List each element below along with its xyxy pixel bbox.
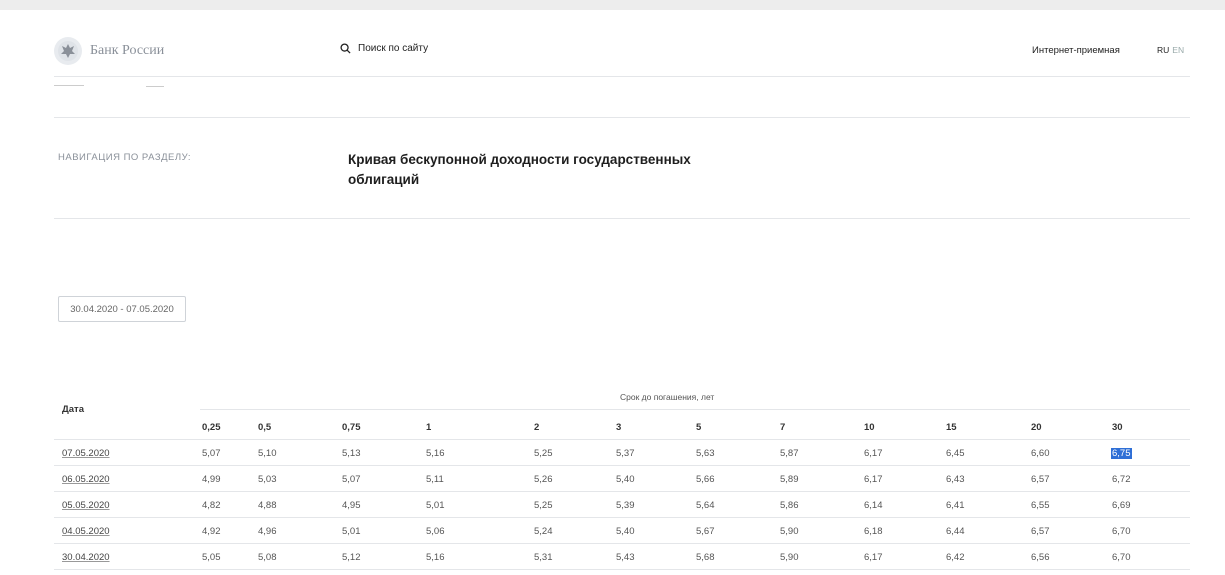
yield-cell: 6,45 <box>946 448 965 459</box>
yield-cell: 5,37 <box>616 448 635 459</box>
date-range-picker[interactable]: 30.04.2020 - 07.05.2020 <box>58 296 186 322</box>
yield-cell: 5,43 <box>616 552 635 563</box>
term-header: 0,75 <box>342 422 361 433</box>
term-header: 20 <box>1031 422 1042 433</box>
yield-cell: 5,03 <box>258 474 277 485</box>
yield-cell: 5,63 <box>696 448 715 459</box>
header-divider <box>54 76 1190 77</box>
yield-cell: 5,11 <box>426 474 444 485</box>
yield-cell: 5,66 <box>696 474 715 485</box>
yield-cell: 6,56 <box>1031 552 1050 563</box>
term-header: 1 <box>426 422 432 433</box>
lang-ru[interactable]: RU <box>1157 45 1170 55</box>
language-switch <box>1157 45 1184 55</box>
page-title <box>348 150 748 190</box>
eagle-emblem-icon <box>54 37 82 65</box>
yield-cell: 5,01 <box>342 526 361 537</box>
yield-cell: 5,13 <box>342 448 361 459</box>
page-title-line1: Кривая бескупонной доходности государственных <box>348 152 691 167</box>
yield-cell: 5,87 <box>780 448 799 459</box>
yield-cell: 5,05 <box>202 552 221 563</box>
term-header: 15 <box>946 422 957 433</box>
row-divider <box>54 569 1190 570</box>
yield-cell: 5,25 <box>534 500 553 511</box>
page-title-line2: облигаций <box>348 172 420 187</box>
date-link[interactable]: 05.05.2020 <box>62 500 110 511</box>
yield-cell: 5,64 <box>696 500 715 511</box>
section-nav-label: НАВИГАЦИЯ ПО РАЗДЕЛУ: <box>58 152 192 163</box>
yield-cell: 4,96 <box>258 526 277 537</box>
section-divider-top <box>54 117 1190 118</box>
yield-cell: 6,42 <box>946 552 965 563</box>
yield-cell: 6,72 <box>1112 474 1131 485</box>
term-header: 7 <box>780 422 786 433</box>
yield-cell: 4,82 <box>202 500 221 511</box>
yield-cell: 6,60 <box>1031 448 1050 459</box>
yield-cell: 6,18 <box>864 526 883 537</box>
bank-logo[interactable] <box>54 37 164 65</box>
date-link[interactable]: 30.04.2020 <box>62 552 110 563</box>
row-divider <box>54 543 1190 544</box>
date-link[interactable]: 07.05.2020 <box>62 448 110 459</box>
yield-cell: 5,90 <box>780 552 799 563</box>
yield-cell: 5,67 <box>696 526 715 537</box>
yield-cell: 5,40 <box>616 474 635 485</box>
yield-cell: 5,12 <box>342 552 361 563</box>
yield-cell: 6,70 <box>1112 526 1131 537</box>
yield-cell: 4,88 <box>258 500 277 511</box>
yield-cell: 5,90 <box>780 526 799 537</box>
yield-cell: 6,69 <box>1112 500 1131 511</box>
yield-cell: 6,55 <box>1031 500 1050 511</box>
date-link[interactable]: 06.05.2020 <box>62 474 110 485</box>
row-divider <box>54 491 1190 492</box>
yield-cell: 6,14 <box>864 500 883 511</box>
term-header: 0,5 <box>258 422 272 433</box>
yield-cell: 5,16 <box>426 552 445 563</box>
yield-cell: 6,44 <box>946 526 965 537</box>
search-label: Поиск по сайту <box>358 43 429 54</box>
yield-cell: 5,31 <box>534 552 553 563</box>
row-divider <box>54 465 1190 466</box>
yield-cell: 5,68 <box>696 552 715 563</box>
yield-cell: 5,01 <box>426 500 445 511</box>
site-header <box>0 30 1225 76</box>
yield-cell: 5,26 <box>534 474 553 485</box>
term-header: 30 <box>1112 422 1123 433</box>
yield-cell: 6,57 <box>1031 474 1050 485</box>
term-group-header: Срок до погашения, лет <box>620 392 715 402</box>
section-stub <box>54 85 164 88</box>
yield-cell: 5,06 <box>426 526 445 537</box>
yield-cell: 6,17 <box>864 474 883 485</box>
section-divider-bottom <box>54 218 1190 219</box>
yield-cell: 6,70 <box>1112 552 1131 563</box>
yield-cell: 6,57 <box>1031 526 1050 537</box>
yield-cell: 5,07 <box>202 448 221 459</box>
lang-en[interactable]: EN <box>1172 45 1185 55</box>
yield-cell: 4,92 <box>202 526 221 537</box>
term-header: 10 <box>864 422 875 433</box>
yield-cell: 5,24 <box>534 526 553 537</box>
yield-cell: 6,17 <box>864 552 883 563</box>
yield-cell: 5,16 <box>426 448 445 459</box>
date-column-header: Дата <box>62 404 84 415</box>
yield-cell: 5,07 <box>342 474 361 485</box>
yield-cell: 5,40 <box>616 526 635 537</box>
yield-cell: 5,39 <box>616 500 635 511</box>
yield-cell: 5,86 <box>780 500 799 511</box>
reception-link[interactable]: Интернет-приемная <box>1032 45 1120 56</box>
yield-cell: 6,17 <box>864 448 883 459</box>
yield-cell: 4,95 <box>342 500 361 511</box>
date-link[interactable]: 04.05.2020 <box>62 526 110 537</box>
row-divider <box>54 439 1190 440</box>
row-divider <box>54 517 1190 518</box>
search-link[interactable] <box>340 43 428 54</box>
term-header: 3 <box>616 422 622 433</box>
header-group-divider <box>200 409 1190 410</box>
yield-cell: 6,43 <box>946 474 965 485</box>
yield-cell: 5,25 <box>534 448 553 459</box>
yield-cell: 6,41 <box>946 500 965 511</box>
search-icon <box>340 43 351 54</box>
term-header: 2 <box>534 422 540 433</box>
yield-cell: 6,75 <box>1112 448 1131 459</box>
term-header: 0,25 <box>202 422 221 433</box>
yield-cell: 5,89 <box>780 474 799 485</box>
yield-cell: 4,99 <box>202 474 221 485</box>
top-bar <box>0 0 1225 10</box>
yield-cell: 5,10 <box>258 448 277 459</box>
yield-cell: 5,08 <box>258 552 277 563</box>
term-header: 5 <box>696 422 702 433</box>
logo-text: Банк России <box>90 43 165 58</box>
